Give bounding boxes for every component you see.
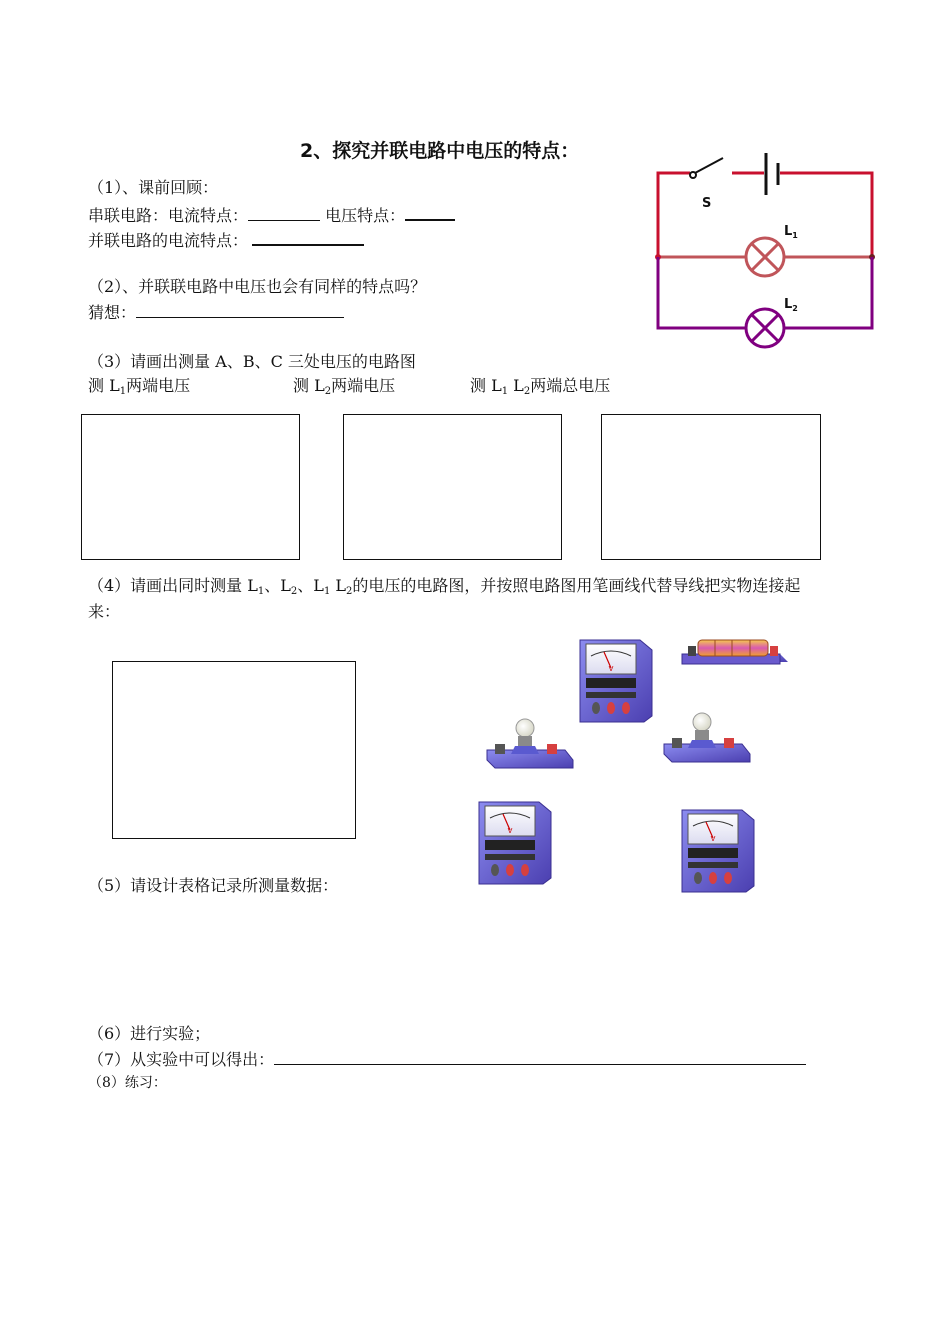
series-current-label: 串联电路：电流特点：	[88, 206, 249, 225]
lamp-l2-icon	[746, 309, 784, 347]
lamp-l1-label: $L_1$	[784, 224, 798, 240]
voltmeter-3[interactable]	[676, 806, 758, 894]
section-2-label: （2）、并联联电路中电压也会有同样的特点吗？	[88, 277, 427, 296]
parallel-circuit-diagram	[650, 145, 880, 350]
series-voltage-label: 电压特点：	[325, 206, 406, 225]
caption-total	[470, 376, 610, 402]
s4-sep2: 、L	[297, 576, 324, 595]
s4-sub1: 1	[257, 586, 265, 597]
caption-l2-post: 两端电压	[331, 376, 396, 395]
s4-sep3: L	[330, 576, 347, 595]
parallel-current-blank[interactable]	[252, 229, 364, 246]
drawing-box-l2[interactable]	[343, 414, 562, 560]
caption-total-pre: 测 L	[470, 376, 502, 395]
section-7-label: （7）从实验中可以得出：	[88, 1050, 275, 1069]
switch-label: S	[702, 196, 712, 211]
caption-total-mid: L	[508, 376, 524, 395]
section-3-label: （3）请画出测量 A、B、C 三处电压的电路图	[88, 352, 416, 371]
voltmeter-1-letter: V	[608, 665, 614, 673]
series-current-blank[interactable]	[248, 205, 320, 221]
lamp-l1-icon	[746, 238, 784, 276]
lamp-l2-label: $L_2$	[784, 297, 798, 313]
conclusion-blank[interactable]	[274, 1049, 806, 1065]
guess-line	[88, 302, 344, 323]
guess-label: 猜想：	[88, 303, 137, 322]
s4-post: 的电压的电路图，并按照电路图用笔画线代替导线把实物连接起	[352, 576, 801, 595]
section-8-label: （8）练习：	[88, 1075, 167, 1091]
s4-sep1: 、L	[264, 576, 291, 595]
s4-pre: （4）请画出同时测量 L	[88, 576, 258, 595]
caption-l1-sub: 1	[119, 386, 127, 397]
lamp-holder-1[interactable]	[485, 716, 575, 774]
caption-total-post: 两端总电压	[530, 376, 611, 395]
voltmeter-2-letter: V	[507, 827, 513, 835]
drawing-box-combined[interactable]	[112, 661, 356, 839]
voltmeter-1[interactable]	[574, 636, 656, 724]
caption-l1	[88, 376, 190, 402]
switch-icon	[690, 158, 723, 178]
page-title: 2、探究并联电路中电压的特点：	[300, 140, 580, 162]
section-4-line1	[88, 576, 800, 602]
section-5-label: （5）请设计表格记录所测量数据：	[88, 876, 339, 895]
s4-sub3: 1	[323, 586, 331, 597]
section-6-label: （6）进行实验；	[88, 1024, 211, 1043]
caption-l1-post: 两端电压	[126, 376, 191, 395]
caption-l2-sub: 2	[324, 386, 332, 397]
parallel-current-line	[88, 229, 364, 251]
caption-l2	[293, 376, 395, 402]
s4-sub4: 2	[346, 586, 353, 597]
section-1-label: （1）、课前回顾：	[88, 178, 219, 197]
drawing-box-total[interactable]	[601, 414, 821, 560]
caption-l1-pre: 测 L	[88, 376, 120, 395]
series-circuit-line	[88, 204, 455, 226]
voltmeter-3-letter: V	[710, 835, 716, 843]
drawing-box-l1[interactable]	[81, 414, 300, 560]
s4-sub2: 2	[290, 586, 298, 597]
caption-total-sub2: 2	[523, 386, 531, 397]
section-7-line	[88, 1049, 806, 1070]
voltmeter-2[interactable]	[473, 798, 555, 886]
series-voltage-blank[interactable]	[405, 204, 455, 221]
parallel-current-label: 并联电路的电流特点：	[88, 231, 249, 250]
caption-l2-pre: 测 L	[293, 376, 325, 395]
section-4-line2: 来：	[88, 602, 121, 621]
caption-total-sub1: 1	[501, 386, 509, 397]
coil-component[interactable]	[680, 636, 790, 672]
battery-icon	[766, 153, 778, 195]
guess-blank[interactable]	[136, 302, 344, 318]
lamp-holder-2[interactable]	[662, 710, 752, 768]
